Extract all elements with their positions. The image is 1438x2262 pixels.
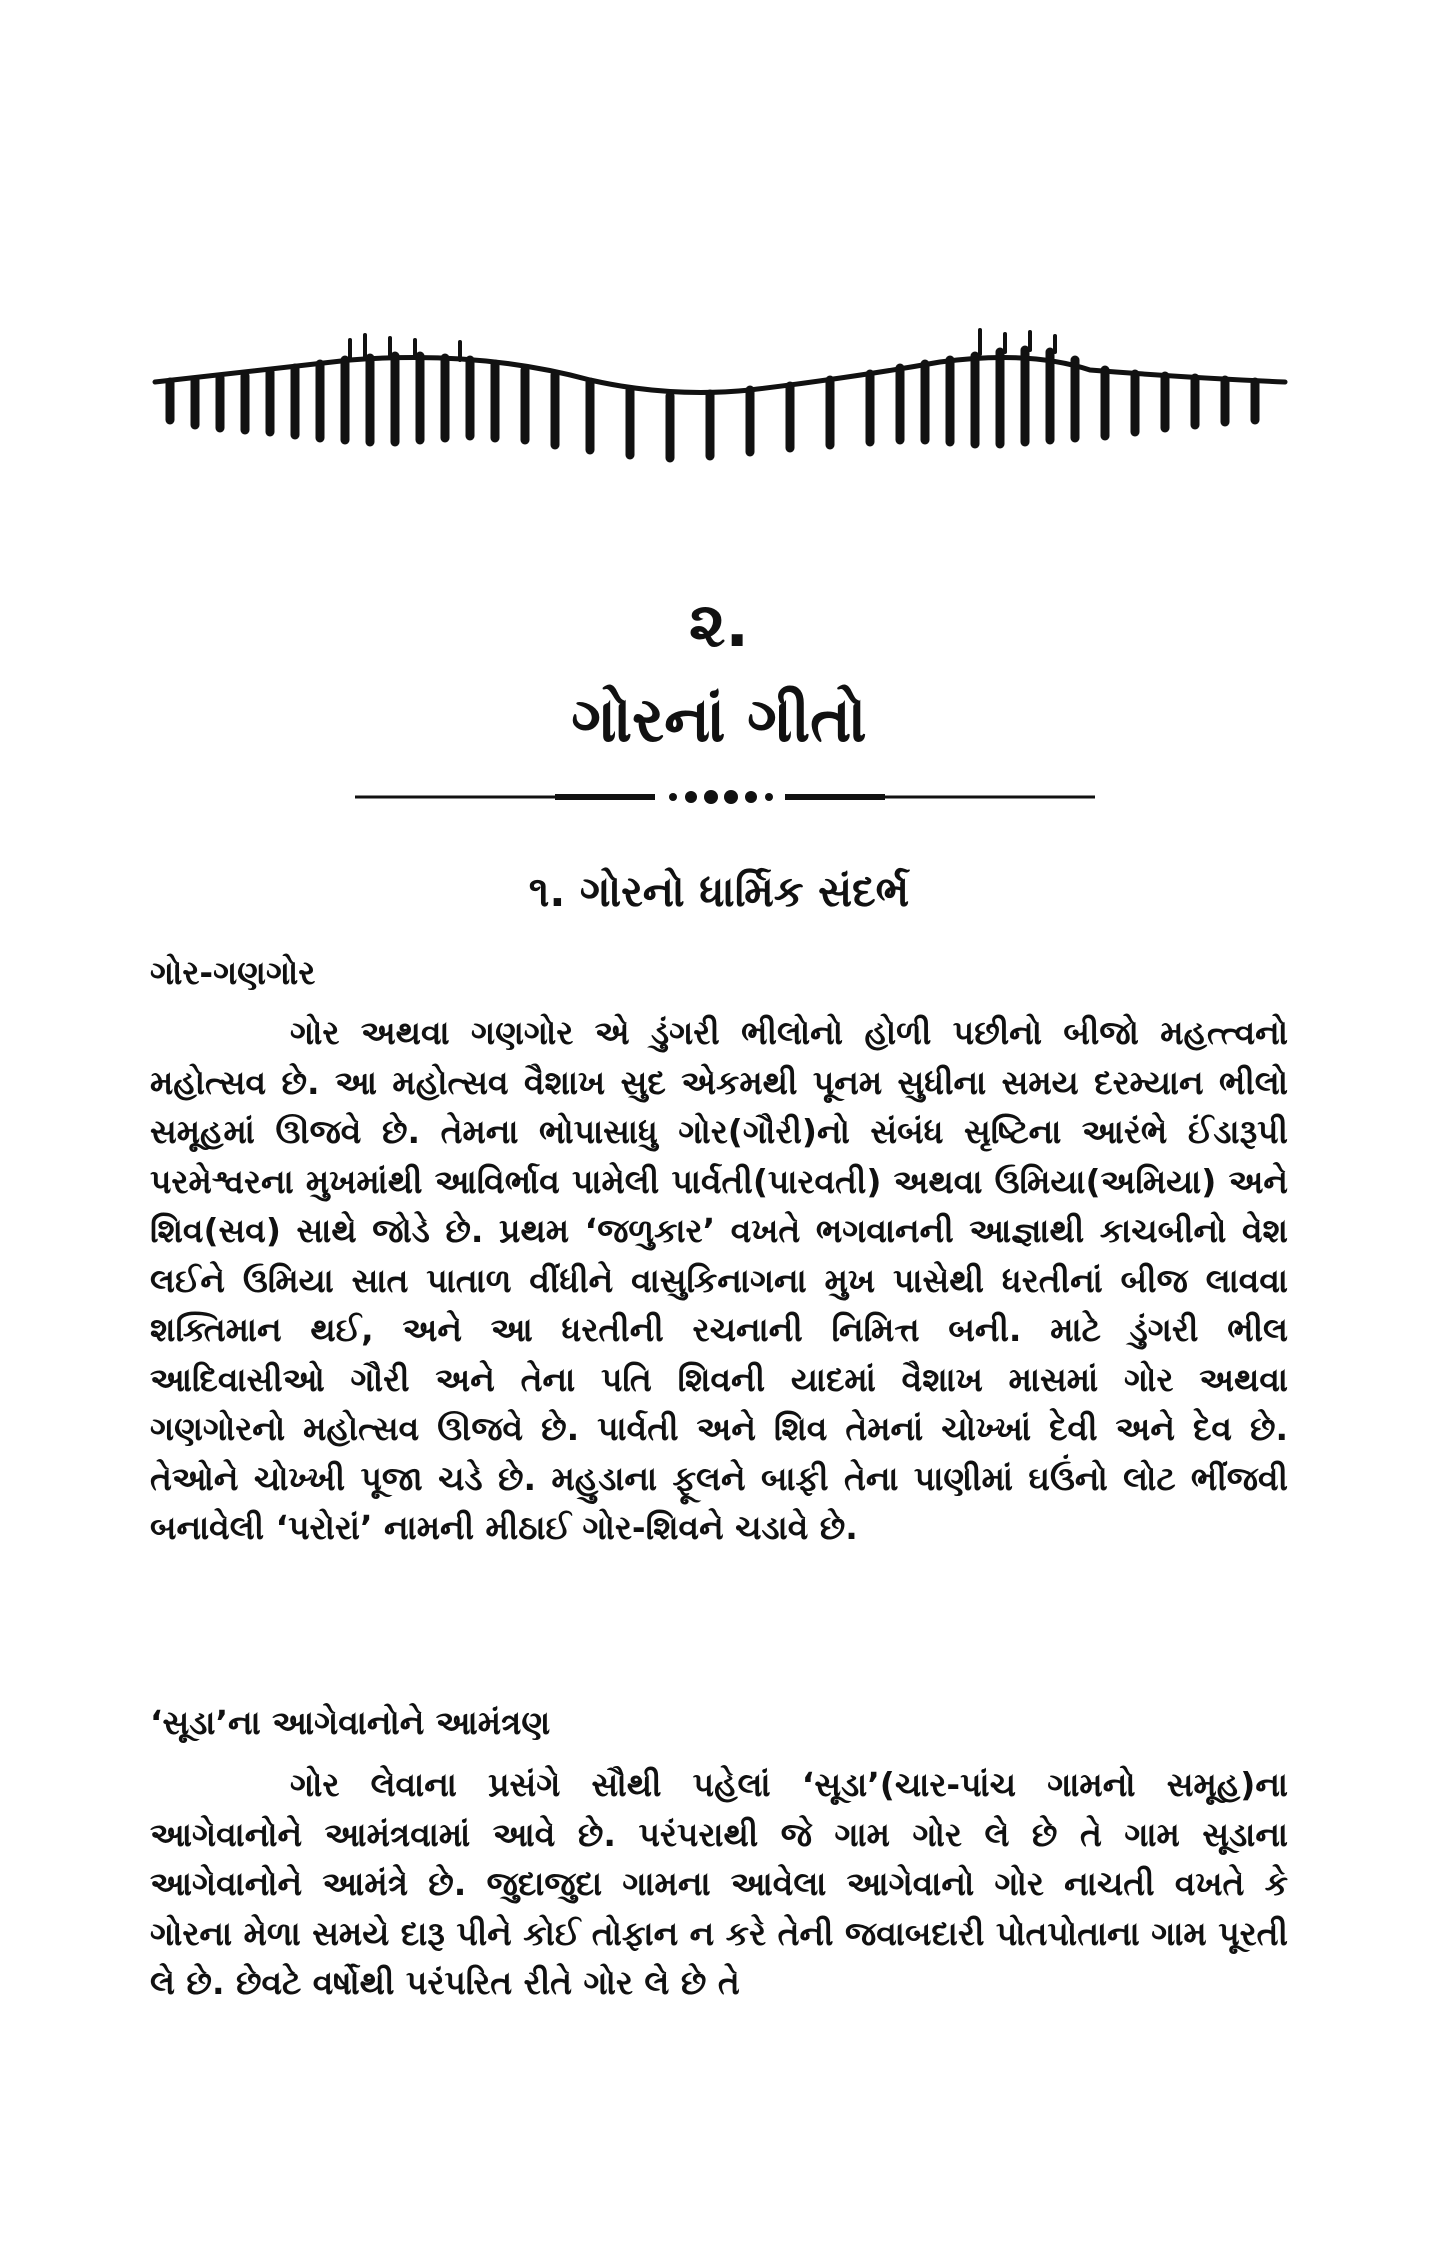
bunting-ornament: [150, 320, 1290, 480]
paragraph: ગોર અથવા ગણગોર એ ડુંગરી ભીલોનો હોળી પછીનો બીજો મહત્ત્વનો મહોત્સવ છે. આ મહોત્સવ વૈશાખ સુદ એકમથી પૂનમ સુધીના સમય દરમ્યાન ભીલો સમૂહમાં ઊજવે છે. તેમના ભોપાસાધુ ગોર(ગૌરી)નો સંબંધ સૃષ્ટિના આરંભે ઈંડારૂપી પરમેશ્વરના મુખમાંથી આવિર્ભાવ પામેલી પાર્વતી(પારવતી) અથવા ઉમિયા(અમિયા) અને શિવ(સવ) સાથે જોડે છે. પ્રથમ ‘જળુકાર’ વખતે ભગવાનની આજ્ઞાથી કાચબીનો વેશ લઈને ઉમિયા સાત પાતાળ વીંધીને વાસુકિનાગના મુખ પાસેથી ધરતીનાં બીજ લાવવા શક્તિમાન થઈ, અને આ ધરતીની રચનાની નિમિત્ત બની. માટે ડુંગરી ભીલ આદિવાસીઓ ગૌરી અને તેના પતિ શિવની યાદમાં વૈશાખ માસમાં ગોર અથવા ગણગોરનો મહોત્સવ ઊજવે છે. પાર્વતી અને શિવ તેમનાં ચોખ્ખાં દેવી અને દેવ છે. તેઓને ચોખ્ખી પૂજા ચડે છે. મહુડાના ફૂલને બાફી તેના પાણીમાં ઘઉંનો લોટ ભીંજવી બનાવેલી ‘પરોરાં’ નામની મીઠાઈ ગોર-શિવને ચડાવે છે.: [150, 1013, 1288, 1547]
section-divider: [355, 785, 1095, 809]
subsection-heading: ‘સૂડા’ના આગેવાનોને આમંત્રણ: [150, 1703, 551, 1742]
chapter-title: ગોરનાં ગીતો: [571, 683, 867, 756]
chapter-number: ૨.: [689, 588, 749, 661]
section-heading: ૧. ગોરનો ધાર્મિક સંદર્ભ: [528, 867, 910, 916]
subsection-heading: ગોર-ગણગોર: [150, 953, 316, 992]
paragraph: ગોર લેવાના પ્રસંગે સૌથી પહેલાં ‘સૂડા’(ચાર-પાંચ ગામનો સમૂહ)ના આગેવાનોને આમંત્રવામાં આવે છે. પરંપરાથી જે ગામ ગોર લે છે તે ગામ સૂડાના આગેવાનોને આમંત્રે છે. જુદાજુદા ગામના આવેલા આગેવાનો ગોર નાચતી વખતે કે ગોરના મેળા સમયે દારૂ પીને કોઈ તોફાન ન કરે તેની જવાબદારી પોતપોતાના ગામ પૂરતી લે છે. છેવટે વર્ષોથી પરંપરિત રીતે ગોર લે છે તે: [150, 1765, 1288, 2002]
